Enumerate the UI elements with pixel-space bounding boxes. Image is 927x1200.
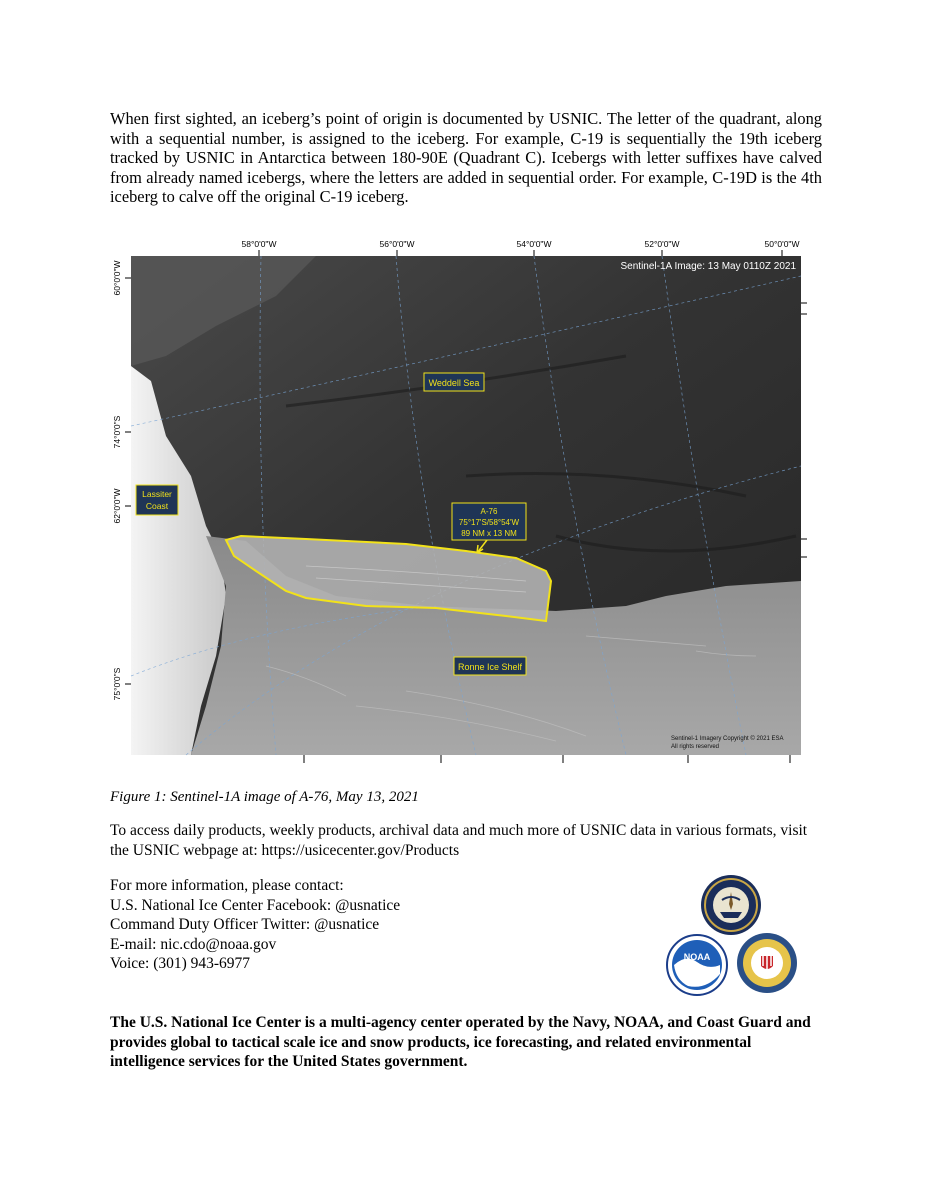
ronne-ice-shelf-label: Ronne Ice Shelf — [457, 662, 523, 672]
copyright-line1: Sentinel-1 Imagery Copyright © 2021 ESA — [671, 736, 784, 742]
iceberg-coords-label: 75°17'S/58°54'W — [458, 518, 520, 527]
noaa-logo-text: NOAA — [683, 952, 711, 962]
copyright-line2: All rights reserved — [671, 744, 720, 750]
satellite-image — [131, 256, 801, 755]
contact-block — [110, 876, 400, 974]
coast-guard-seal-logo — [736, 932, 798, 994]
top-tick-label: 52°0'0"W — [644, 239, 680, 249]
lassiter-coast-label-line1: Lassiter — [142, 489, 172, 499]
top-tick-label: 50°0'0"W — [764, 239, 800, 249]
figure-caption: Figure 1: Sentinel-1A image of A-76, May 13, 2021 — [110, 789, 419, 805]
satellite-map — [106, 236, 822, 776]
lassiter-coast-label-line2: Coast — [145, 501, 169, 511]
iceberg-size-label: 89 NM x 13 NM — [461, 529, 517, 538]
noaa-seal-logo — [666, 934, 728, 996]
contact-facebook: U.S. National Ice Center Facebook: @usnatice — [110, 896, 401, 914]
weddell-sea-label: Weddell Sea — [428, 378, 480, 388]
footer-statement: The U.S. National Ice Center is a multi-agency center operated by the Navy, NOAA, and Coast Guard and provides global to tactical scale ice and snow products, ice forecasting, and related environmental intelligence services for the United States government. — [110, 1014, 811, 1070]
intro-paragraph: When first sighted, an iceberg’s point of origin is documented by USNIC. The letter of the quadrant, along with a sequential number, is assigned to the iceberg. For example, C-19 is sequentially the 19th iceberg tracked by USNIC in Antarctica between 180-90E (Quadrant C). Icebergs with letter suffixes have calved from already named icebergs, where the letters are added in sequential order. For example, C-19D is the 4th iceberg to calve off the original C-19 iceberg. — [110, 109, 822, 207]
top-tick-label: 58°0'0"W — [241, 239, 277, 249]
top-tick-label: 54°0'0"W — [516, 239, 552, 249]
left-tick-label: 74°0'0"S — [112, 415, 122, 449]
satellite-map-figure — [106, 236, 822, 776]
contact-heading: For more information, please contact: — [110, 877, 344, 894]
left-tick-label: 60°0'0"W — [112, 260, 122, 296]
left-tick-label: 62°0'0"W — [112, 488, 122, 524]
contact-voice: Voice: (301) 943-6977 — [110, 955, 251, 972]
navy-seal-logo — [700, 874, 762, 936]
contact-email: E-mail: nic.cdo@noaa.gov — [110, 935, 277, 953]
image-source-label: Sentinel-1A Image: 13 May 0110Z 2021 — [620, 261, 796, 272]
top-tick-label: 56°0'0"W — [379, 239, 415, 249]
left-tick-label: 75°0'0"S — [112, 667, 122, 701]
contact-twitter: Command Duty Officer Twitter: @usnatice — [110, 916, 380, 933]
access-paragraph: To access daily products, weekly products, archival data and much more of USNIC data in various formats, visit the USNIC webpage at: https://usicecenter.gov/Products — [110, 822, 808, 859]
iceberg-name-label: A-76 — [480, 507, 498, 516]
